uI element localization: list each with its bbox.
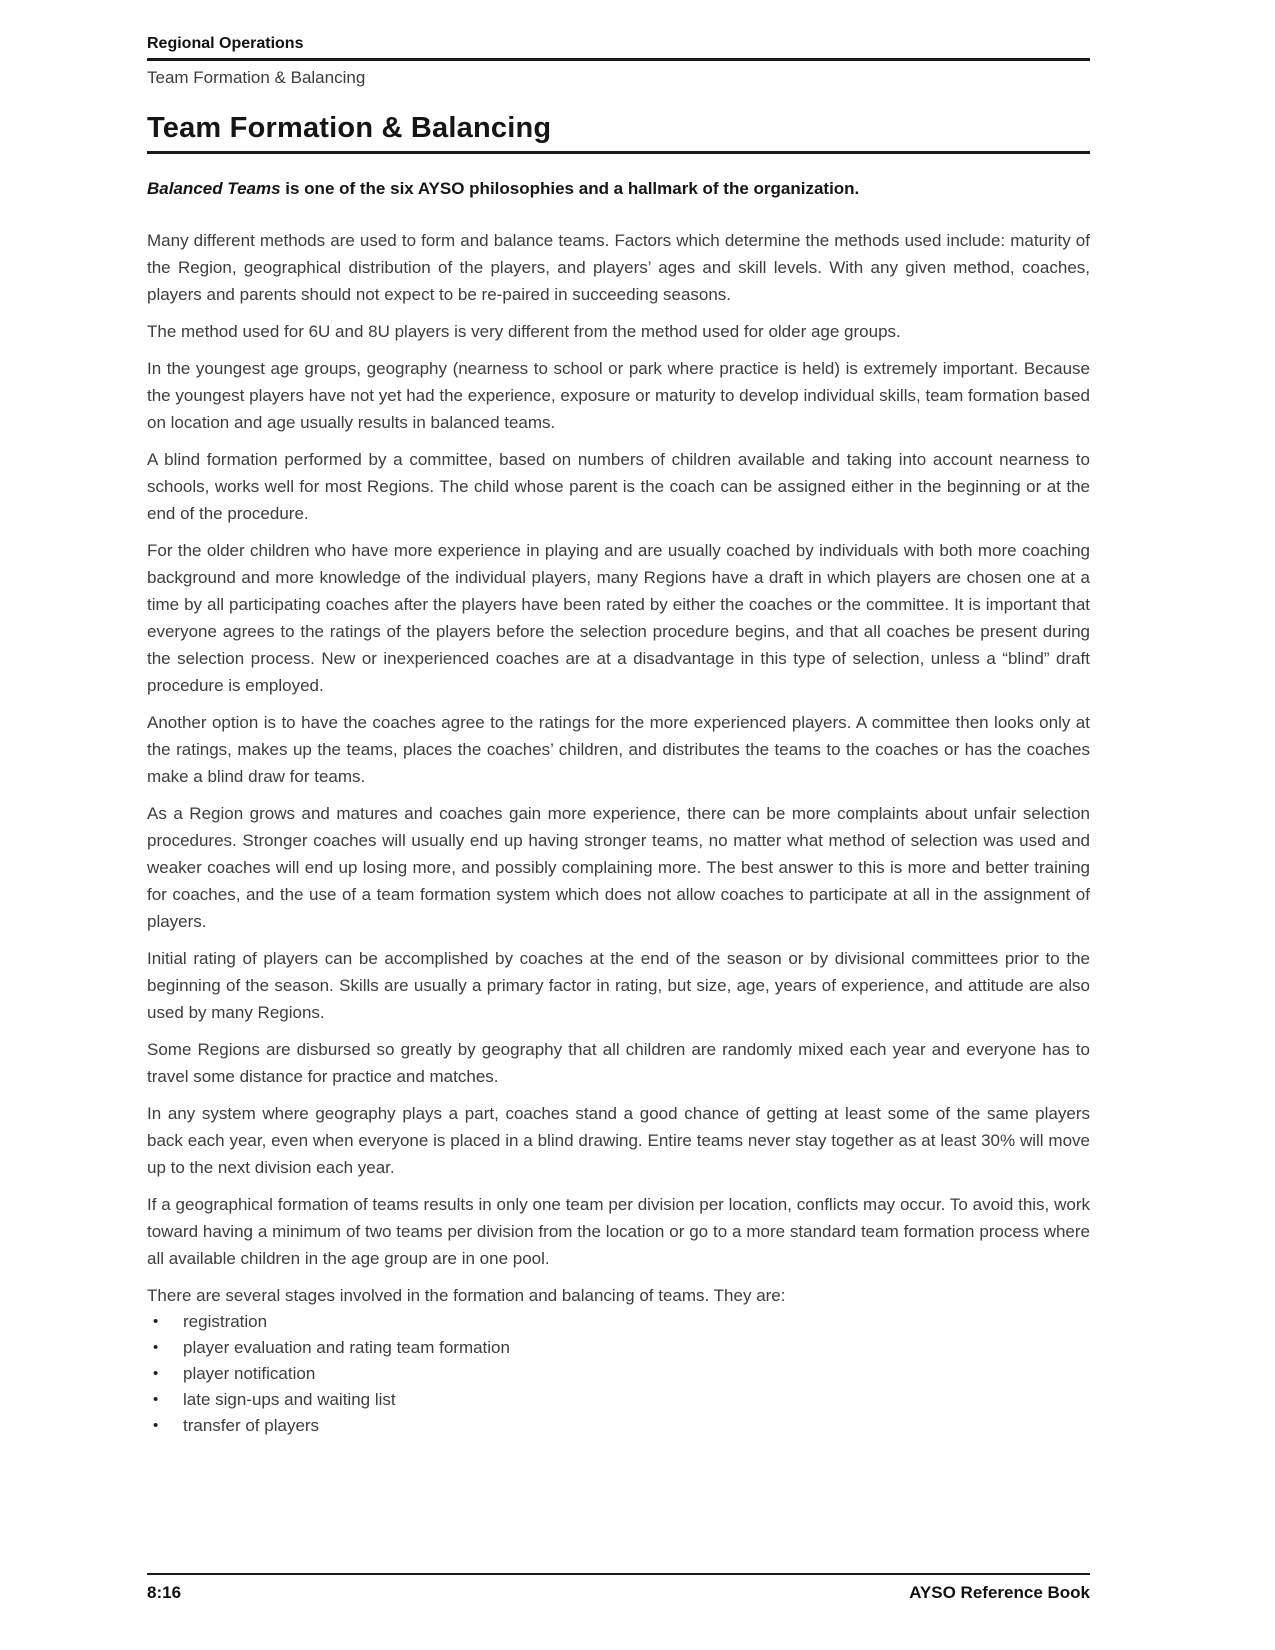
paragraph-stages-intro: There are several stages involved in the formation and balancing of teams. They are:: [147, 1286, 786, 1305]
page-header: [147, 0, 1090, 89]
list-item: [147, 1335, 1090, 1361]
paragraph-geography-system: In any system where geography plays a part, coaches stand a good chance of getting at least some of the same players back each year, even when everyone is placed in a blind drawing. Entire teams never stay together as at least 30% will move up to the next division each year.: [147, 1104, 1090, 1177]
list-item-label: player evaluation and rating team formation: [183, 1338, 510, 1357]
header-section-label: Regional Operations: [147, 35, 304, 52]
bullet-icon: •: [153, 1391, 159, 1408]
lead-text: is one of the six AYSO philosophies and a hallmark of the organization.: [280, 179, 860, 198]
paragraph-disbursed-regions: Some Regions are disbursed so greatly by geography that all children are randomly mixed each year and everyone has to travel some distance for practice and matches.: [147, 1040, 1090, 1086]
paragraph-methods: Many different methods are used to form and balance teams. Factors which determine the methods used include: maturity of the Region, geographical distribution of the players, and players’ ages and skill levels. With any given method, coaches, players and parents should not expect to be re-paired in succeeding seasons.: [147, 231, 1090, 304]
list-item-label: late sign-ups and waiting list: [183, 1390, 396, 1409]
bullet-icon: •: [153, 1417, 159, 1434]
paragraph-older-children-draft: For the older children who have more experience in playing and are usually coached by individuals with both more coaching background and more knowledge of the individual players, many Regions have a draft in which players are chosen one at a time by all participating coaches after the players have been rated by either the coaches or the committee. It is important that everyone agrees to the ratings of the players before the selection procedure begins, and that all coaches be present during the selection process. New or inexperienced coaches are at a disadvantage in this type of selection, unless a “blind” draft procedure is employed.: [147, 541, 1090, 695]
page-title: Team Formation & Balancing: [147, 112, 552, 144]
title-rule: [147, 151, 1090, 154]
list-item: [147, 1309, 1090, 1335]
lead-paragraph: [147, 175, 1090, 202]
list-item: [147, 1361, 1090, 1387]
footer-book-title: AYSO Reference Book: [909, 1583, 1090, 1602]
list-item-label: transfer of players: [183, 1416, 320, 1435]
list-item: [147, 1413, 1090, 1439]
paragraph-initial-rating: Initial rating of players can be accomplished by coaches at the end of the season or by divisional committees prior to the beginning of the season. Skills are usually a primary factor in rating, but size, age, years of experience, and attitude are also used by many Regions.: [147, 949, 1090, 1022]
header-subsection-label: Team Formation & Balancing: [147, 68, 366, 87]
paragraph-another-option: Another option is to have the coaches agree to the ratings for the more experienced players. A committee then looks only at the ratings, makes up the teams, places the coaches’ children, and distributes the teams to the coaches or has the coaches make a blind draw for teams.: [147, 713, 1090, 786]
footer-page-number: 8:16: [147, 1583, 182, 1602]
list-item: [147, 1387, 1090, 1413]
bullet-icon: •: [153, 1313, 159, 1330]
list-item-label: player notification: [183, 1364, 316, 1383]
list-item-label: registration: [183, 1312, 268, 1331]
paragraph-youngest-age-groups: In the youngest age groups, geography (nearness to school or park where practice is held) is extremely important. Because the youngest players have not yet had the experience, exposure or maturity to develop individual skills, team formation based on location and age usually results in balanced teams.: [147, 359, 1090, 432]
bullet-icon: •: [153, 1339, 159, 1356]
footer-rule: [147, 1573, 1090, 1575]
header-rule: [147, 58, 1090, 61]
document-body: [147, 111, 1090, 1439]
paragraph-method-6u-8u: The method used for 6U and 8U players is very different from the method used for older age groups.: [147, 322, 901, 341]
bullet-icon: •: [153, 1365, 159, 1382]
page-footer: [147, 1573, 1090, 1604]
lead-emphasis: Balanced Teams: [147, 179, 281, 198]
paragraph-region-grows: As a Region grows and matures and coaches gain more experience, there can be more complaints about unfair selection procedures. Stronger coaches will usually end up having stronger teams, no matter what method of selection was used and weaker coaches will end up losing more, and possibly complaining more. The best answer to this is more and better training for coaches, and the use of a team formation system which does not allow coaches to participate at all in the assignment of players.: [147, 804, 1090, 931]
paragraph-blind-formation: A blind formation performed by a committee, based on numbers of children available and taking into account nearness to schools, works well for most Regions. The child whose parent is the coach can be assigned either in the beginning or at the end of the procedure.: [147, 450, 1090, 523]
stages-list: [147, 1309, 1090, 1439]
paragraph-geographical-conflicts: If a geographical formation of teams results in only one team per division per location, conflicts may occur. To avoid this, work toward having a minimum of two teams per division from the location or go to a more standard team formation process where all available children in the age group are in one pool.: [147, 1195, 1090, 1268]
